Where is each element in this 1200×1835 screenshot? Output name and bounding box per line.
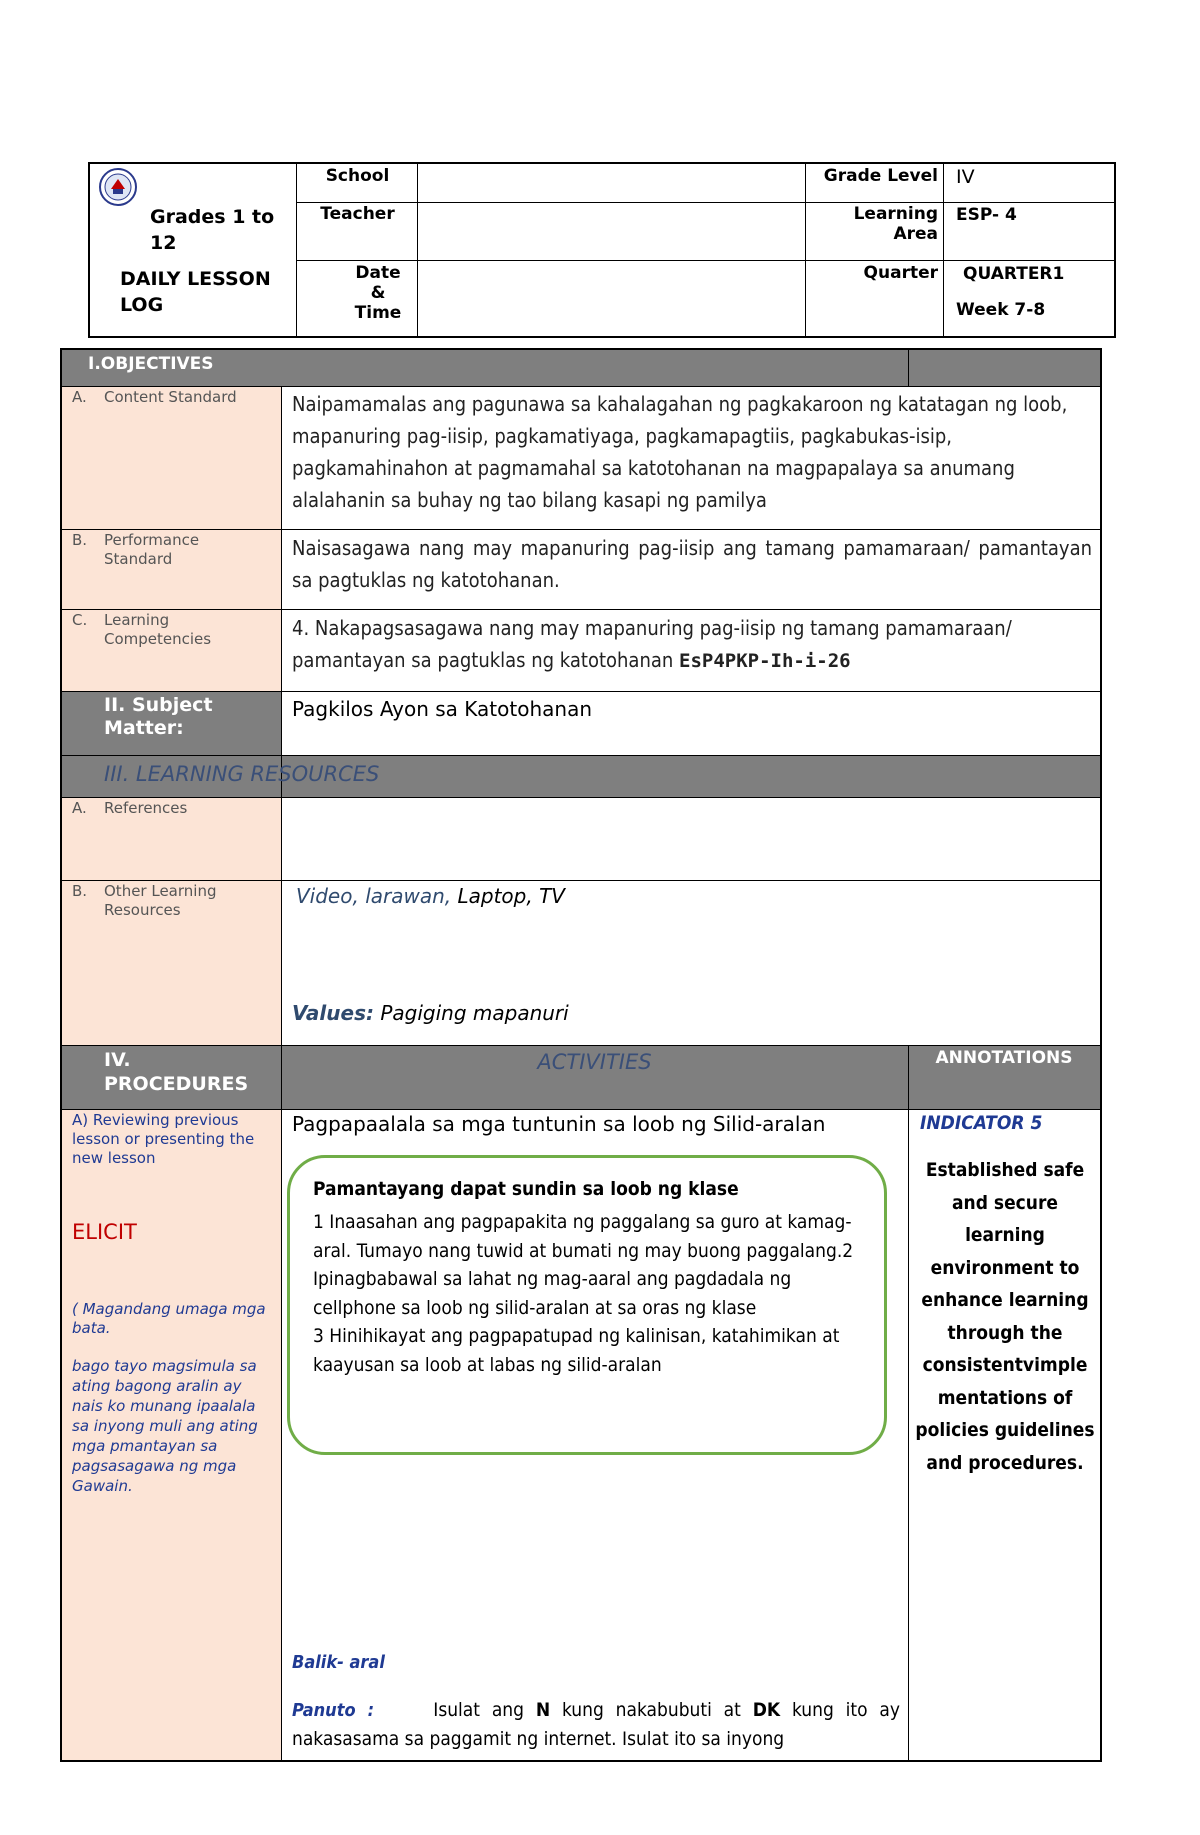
- divider: [296, 202, 1114, 203]
- competencies-code: EsP4PKP-Ih-i-26: [679, 650, 851, 672]
- teacher-label: Teacher: [320, 204, 395, 224]
- elicit-label: ELICIT: [72, 1220, 137, 1244]
- lesson-table: [60, 348, 1102, 1762]
- divider: [943, 164, 944, 336]
- instruction-text: bago tayo magsimula sa ating bagong aralin ay nais ko munang ipaalala sa inyong muli ang ating mga pmantayan sa pagsasagawa ng mga Gawain.: [72, 1357, 258, 1495]
- rules-text-1: 1 Inaasahan ang pagpapakita ng paggalang sa guro at kamag-aral. Tumayo nang tuwid at bumati ng may buong paggalang.2 Ipinagbabawal sa lahat ng mag-aaral ang pagdadala ng cellphone sa loob ng silid-aralan at sa oras ng klase: [313, 1211, 854, 1319]
- other-resources-label: Other Learning Resources: [104, 882, 217, 919]
- resources-heading: III. LEARNING RESOURCES: [104, 762, 380, 786]
- indicator-label: INDICATOR 5: [920, 1112, 1043, 1134]
- grades-label: [100, 204, 290, 318]
- school-label: School: [325, 166, 390, 186]
- performance-label: Performance Standard: [104, 531, 200, 568]
- annotations-heading: ANNOTATIONS: [935, 1048, 1073, 1068]
- rules-box: [287, 1155, 887, 1455]
- references-label: References: [104, 799, 188, 817]
- values-text: Pagiging mapanuri: [373, 1001, 569, 1025]
- grade-level-label: Grade Level: [823, 166, 938, 186]
- content-standard-label: Content Standard: [104, 388, 237, 406]
- learning-area-label: Learning Area: [853, 204, 938, 244]
- performance-letter: B.: [72, 531, 88, 549]
- rules-body: [313, 1208, 863, 1379]
- balik-aral: Balik- aral: [292, 1652, 385, 1673]
- rules-text-2: 3 Hinihikayat ang pagpapatupad ng kalinisan, katahimikan at kaayusan sa loob at labas ng silid-aralan: [313, 1325, 840, 1376]
- dll-title: DAILY LESSON LOG: [120, 268, 271, 316]
- header-table: [88, 162, 1116, 338]
- deped-seal-icon: [98, 167, 138, 207]
- panuto-a: Isulat ang: [433, 1699, 536, 1721]
- other-resources-items: [296, 884, 565, 908]
- divider: [805, 164, 806, 336]
- left-column-bg: [62, 797, 281, 1045]
- quarter-value: QUARTER1: [963, 264, 1065, 284]
- divider: [296, 164, 297, 336]
- content-standard-text: Naipamamalas ang pagunawa sa kahalagahan ng pagkakaroon ng katatagan ng loob, mapanuring pag-iisip, pagkamatiyaga, pagkamapagtiis, pagkabukas-isip, pagkamahinahon at pagmamahal sa katotohanan na magpapalaya sa anumang alalahanin sa buhay ng tao bilang kasapi ng pamilya: [292, 392, 1068, 512]
- references-letter: A.: [72, 799, 87, 817]
- step-a-label: A) Reviewing previous lesson or presenting the new lesson: [72, 1111, 255, 1167]
- performance-text: Naisasagawa nang may mapanuring pag-iisip ang tamang pamamaraan/ pamantayan sa pagtuklas ng katotohanan.: [292, 536, 1092, 592]
- panuto-text: [292, 1696, 900, 1758]
- learning-area-value: ESP- 4: [956, 205, 1017, 225]
- objectives-band: [62, 350, 1100, 386]
- greeting-text: ( Magandang umaga mga bata.: [72, 1300, 266, 1337]
- subject-label: II. Subject Matter:: [104, 694, 213, 739]
- quarter-label: Quarter: [863, 263, 938, 283]
- panuto-dk: DK: [752, 1699, 781, 1721]
- panuto-label: Panuto :: [292, 1700, 375, 1721]
- values-line: [292, 1001, 569, 1025]
- competencies-label: Learning Competencies: [104, 611, 212, 648]
- divider: [417, 164, 418, 336]
- activity-intro: Pagpapaalala sa mga tuntunin sa loob ng Silid-aralan: [292, 1112, 826, 1136]
- datetime-label: Date & Time: [354, 263, 402, 323]
- competencies-letter: C.: [72, 611, 88, 629]
- values-label: Values:: [292, 1001, 374, 1025]
- activities-heading: ACTIVITIES: [537, 1050, 652, 1074]
- procedures-heading: IV. PROCEDURES: [104, 1049, 249, 1095]
- indicator-text: Established safe and secure learning environment to enhance learning through the consistentvimple mentations of policies guidelines and procedures.: [915, 1159, 1095, 1474]
- objectives-heading: I.OBJECTIVES: [88, 354, 214, 374]
- panuto-b: kung nakabubuti at: [550, 1699, 753, 1721]
- other-resources-italic: Video, larawan,: [296, 884, 452, 908]
- panuto-c: kung ito ay nakasasama sa paggamit ng internet. Isulat ito sa inyong: [292, 1699, 900, 1750]
- rules-title: Pamantayang dapat sundin sa loob ng klase: [313, 1178, 739, 1200]
- competencies-body: 4. Nakapagsasagawa nang may mapanuring pag-iisip ng tamang pamamaraan/ pamantayan sa pagtuklas ng katotohanan: [292, 616, 1012, 672]
- divider: [296, 260, 1114, 261]
- content-standard-letter: A.: [72, 388, 87, 406]
- other-resources-letter: B.: [72, 882, 88, 900]
- competencies-text: [292, 612, 1092, 677]
- subject-value: Pagkilos Ayon sa Katotohanan: [292, 697, 592, 721]
- week-value: Week 7-8: [956, 300, 1046, 320]
- grade-level-value: IV: [956, 166, 975, 188]
- grades-text: Grades 1 to 12: [150, 206, 275, 254]
- panuto-n: N: [535, 1699, 551, 1721]
- other-resources-plain: Laptop, TV: [451, 884, 565, 908]
